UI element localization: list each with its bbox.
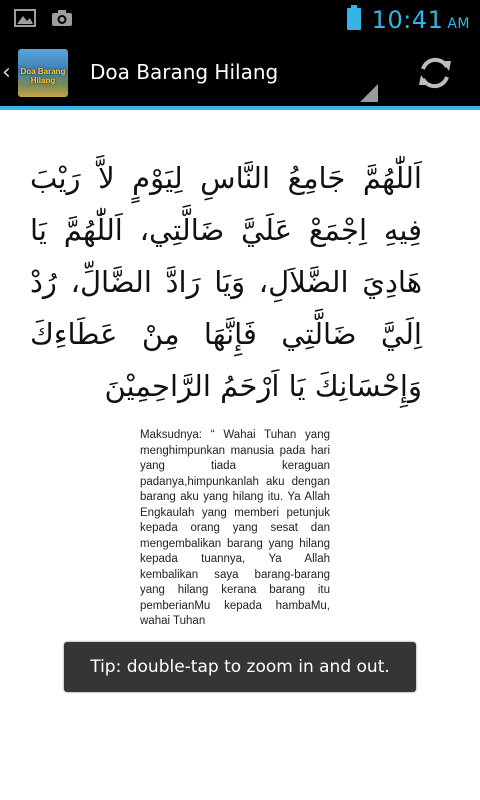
page-title[interactable]: Doa Barang Hilang <box>90 60 279 84</box>
camera-notification-icon <box>50 8 74 32</box>
clock-time: 10:41 <box>371 6 444 34</box>
app-logo <box>18 49 68 97</box>
arabic-prayer-text: اَللّٰهُمَّ جَامِعُ النَّاسِ لِيَوْمٍ لاَّ رَيْبَ فِيهِ اِجْمَعْ عَلَيَّ ضَالَّتِي، اَللّٰهُمَّ يَا هَادِيَ الضَّلاَلِ، وَيَا رَادَّ الضَّالِّ، رُدْ اِلَيَّ ضَالَّتِي فَإِنَّهَا مِنْ عَطَاءِكَ وَإِحْسَانِكَ يَا اَرْحَمُ الرَّاحِمِيْنَ <box>30 161 422 403</box>
status-bar <box>0 0 480 38</box>
refresh-icon <box>414 52 456 94</box>
chevron-left-icon: ‹ <box>2 60 11 85</box>
translation-text: Maksudnya: “ Wahai Tuhan yang menghimpunkan manusia pada hari yang tiada keraguan padanya,himpunkanlah aku dengan barang aku yang hilang itu. Ya Allah Engkaulah yang memberi petunjuk kepada orang yang sesat dan mengembalikan barang yang hilang kepada tuannya, Ya Allah kembalikan saya barang-barang yang hilang kerana barang itu pemberianMu kepada hambaMu, wahai Tuhan <box>140 429 330 627</box>
app-logo-text: Doa Barang Hilang <box>20 67 66 85</box>
action-bar <box>0 38 480 106</box>
clock <box>372 6 470 34</box>
toast-text: Tip: double-tap to zoom in and out. <box>90 657 390 677</box>
toast-tip <box>64 642 416 692</box>
battery-icon <box>346 5 362 35</box>
image-notification-icon <box>14 8 36 32</box>
document-view[interactable] <box>0 110 480 800</box>
refresh-button[interactable] <box>414 52 456 94</box>
clock-ampm: AM <box>447 16 470 32</box>
dropdown-spinner-icon[interactable] <box>360 84 378 102</box>
